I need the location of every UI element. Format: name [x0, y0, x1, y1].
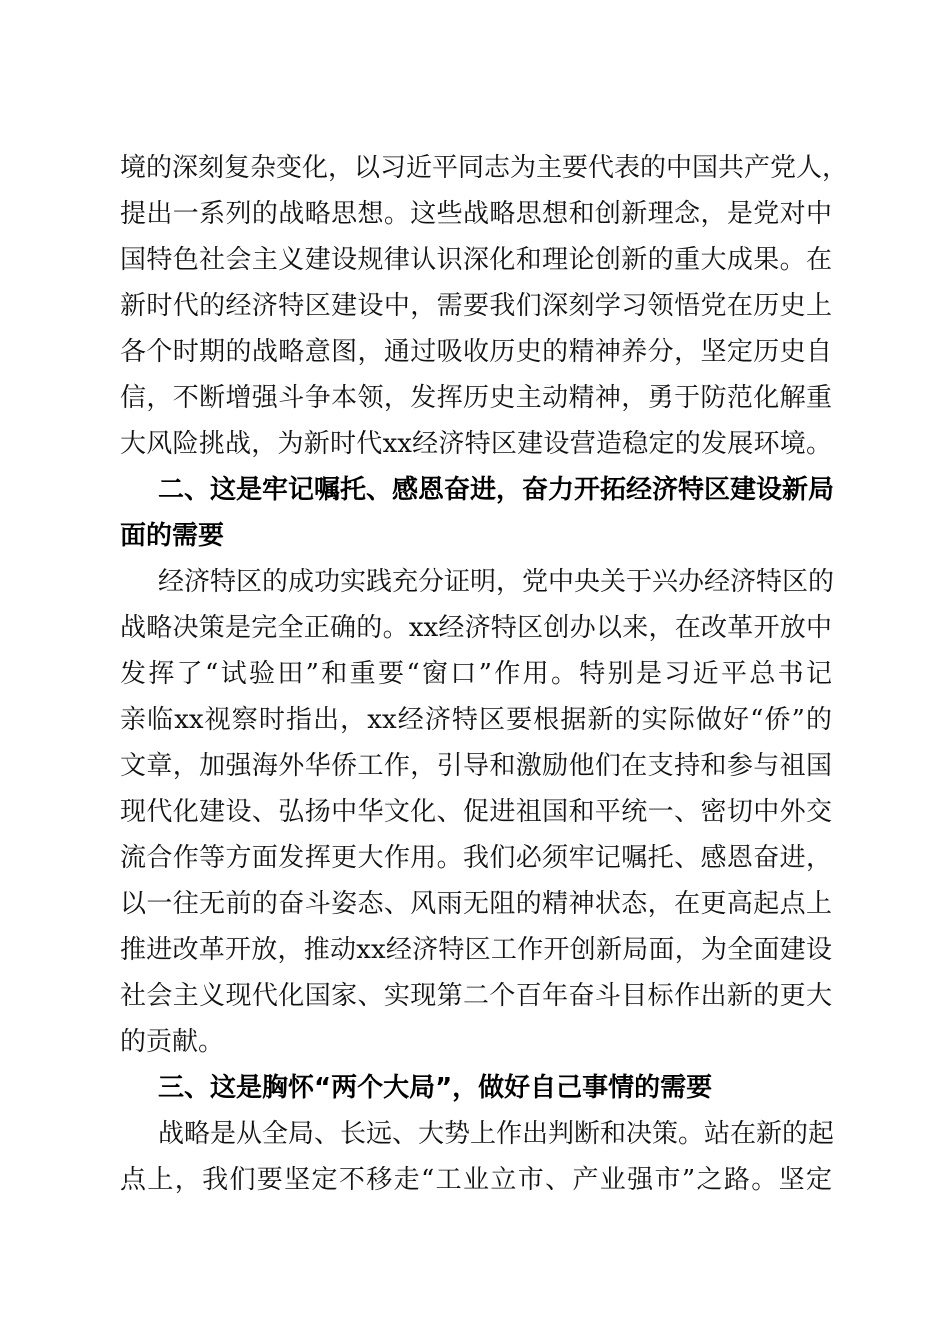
text-line: 大风险挑战，为新时代xx经济特区建设营造稳定的发展环境。	[120, 429, 832, 459]
text-line: 文章，加强海外华侨工作，引导和激励他们在支持和参与祖国	[120, 751, 832, 781]
text-line: 国特色社会主义建设规律认识深化和理论创新的重大成果。在	[120, 245, 832, 275]
heading-line: 面的需要	[120, 521, 225, 551]
text-line: 提出一系列的战略思想。这些战略思想和创新理念，是党对中	[120, 199, 832, 229]
text-line: 各个时期的战略意图，通过吸收历史的精神养分，坚定历史自	[120, 337, 832, 367]
heading-line: 二、这是牢记嘱托、感恩奋进，奋力开拓经济特区建设新局	[158, 475, 835, 505]
paragraph-3	[120, 1111, 835, 1203]
document-body	[120, 145, 849, 1203]
text-line: 现代化建设、弘扬中华文化、促进祖国和平统一、密切中外交	[120, 797, 832, 827]
text-line: 的贡献。	[120, 1027, 225, 1057]
text-line: 信，不断增强斗争本领，发挥历史主动精神，勇于防范化解重	[120, 383, 832, 413]
text-line: 发挥了“试验田”和重要“窗口”作用。特别是习近平总书记	[120, 659, 832, 689]
text-line: 社会主义现代化国家、实现第二个百年奋斗目标作出新的更大	[120, 981, 832, 1011]
text-line: 点上，我们要坚定不移走“工业立市、产业强市”之路。坚定	[120, 1165, 832, 1195]
text-line: 亲临xx视察时指出，xx经济特区要根据新的实际做好“侨”的	[120, 705, 832, 735]
text-line: 推进改革开放，推动xx经济特区工作开创新局面，为全面建设	[120, 935, 832, 965]
paragraph-2	[120, 559, 835, 1065]
text-line: 战略决策是完全正确的。xx经济特区创办以来，在改革开放中	[120, 613, 832, 643]
heading-line: 三、这是胸怀“两个大局”，做好自己事情的需要	[158, 1073, 713, 1103]
text-line: 以一往无前的奋斗姿态、风雨无阻的精神状态，在更高起点上	[120, 889, 832, 919]
text-line: 流合作等方面发挥更大作用。我们必须牢记嘱托、感恩奋进，	[120, 843, 832, 873]
text-line: 战略是从全局、长远、大势上作出判断和决策。站在新的起	[158, 1119, 835, 1149]
text-line: 新时代的经济特区建设中，需要我们深刻学习领悟党在历史上	[120, 291, 832, 321]
section-heading-2	[120, 467, 835, 559]
paragraph-1	[120, 145, 849, 467]
text-line: 境的深刻复杂变化，以习近平同志为主要代表的中国共产党人，	[120, 153, 849, 183]
text-line: 经济特区的成功实践充分证明，党中央关于兴办经济特区的	[158, 567, 835, 597]
section-heading-3	[120, 1065, 832, 1111]
